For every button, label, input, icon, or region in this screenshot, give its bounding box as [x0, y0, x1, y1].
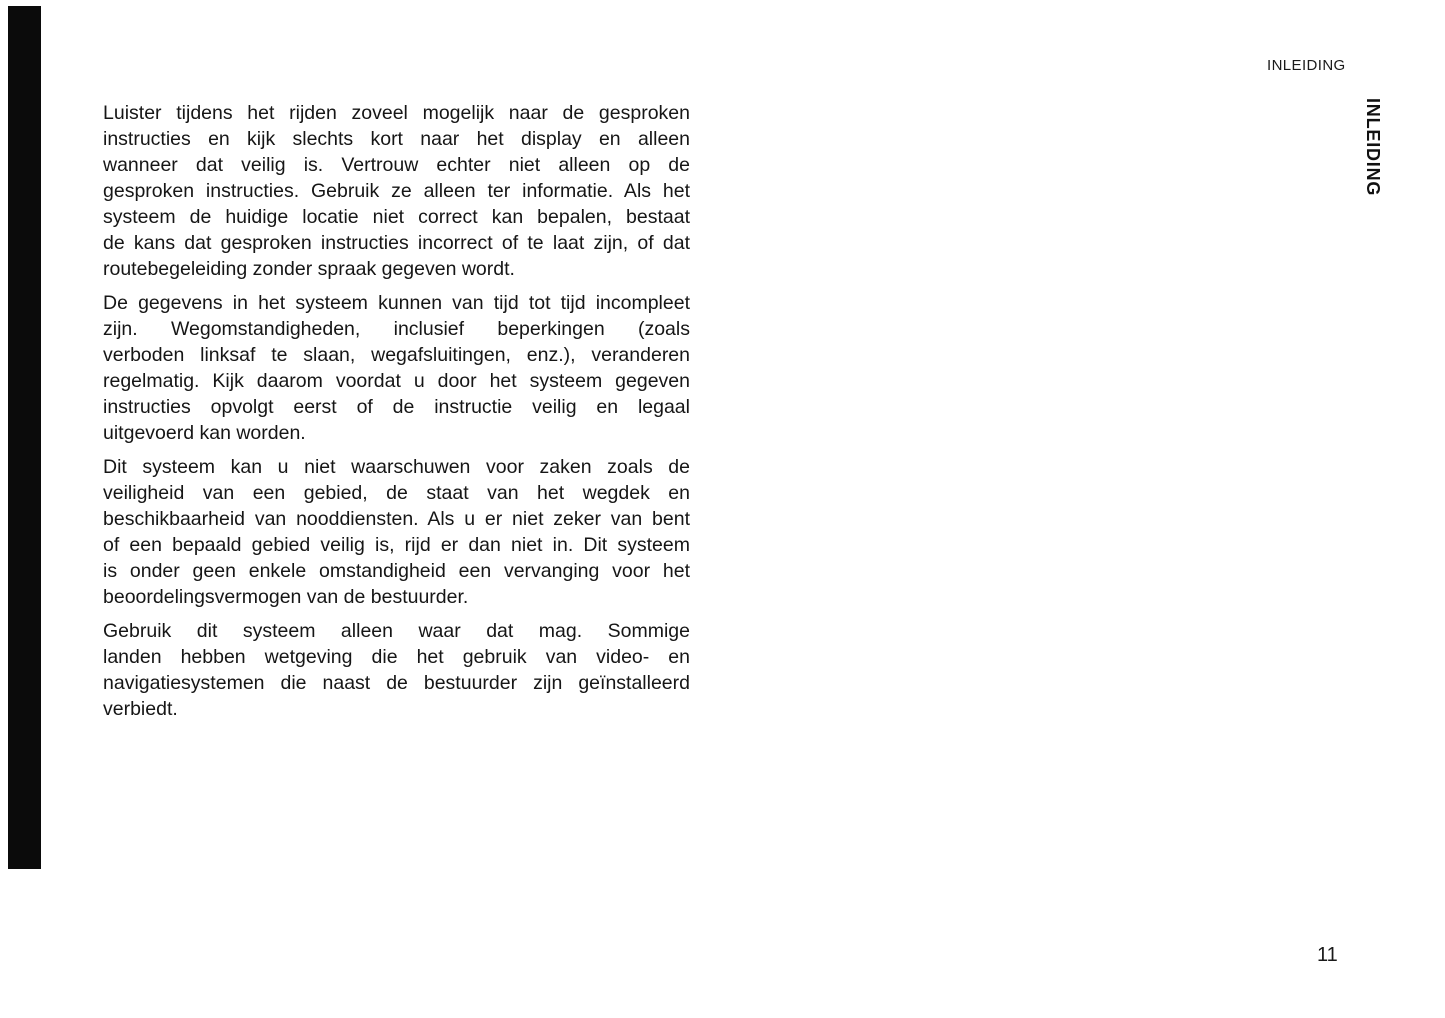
text-line: veiligheid van een gebied, de staat van het wegdek en — [103, 482, 690, 504]
text-line: Gebruik dit systeem alleen waar dat mag. Sommige — [103, 620, 690, 642]
text-line: De gegevens in het systeem kunnen van tijd tot tijd incompleet — [103, 292, 690, 314]
text-line: beschikbaarheid van nooddiensten. Als u er niet zeker van bent — [103, 508, 690, 530]
section-thumb-tab: INLEIDING — [1363, 98, 1383, 197]
text-line: of een bepaald gebied veilig is, rijd er dan niet in. Dit systeem — [103, 534, 690, 556]
text-line: instructies opvolgt eerst of de instructie veilig en legaal — [103, 396, 690, 418]
text-line: instructies en kijk slechts kort naar het display en alleen — [103, 128, 690, 150]
running-header: INLEIDING — [1267, 57, 1346, 74]
text-line: routebegeleiding zonder spraak gegeven wordt. — [103, 258, 515, 280]
text-line: de kans dat gesproken instructies incorrect of te laat zijn, of dat — [103, 232, 690, 254]
text-line: regelmatig. Kijk daarom voordat u door het systeem gegeven — [103, 370, 690, 392]
text-line: gesproken instructies. Gebruik ze alleen ter informatie. Als het — [103, 180, 690, 202]
text-line: systeem de huidige locatie niet correct kan bepalen, bestaat — [103, 206, 690, 228]
paragraph-legal-use — [103, 618, 690, 722]
paragraph-no-safety-warning — [103, 454, 690, 610]
text-line: wanneer dat veilig is. Vertrouw echter niet alleen op de — [103, 154, 690, 176]
page-number: 11 — [1317, 944, 1338, 966]
text-line: verbiedt. — [103, 698, 178, 720]
text-line: verboden linksaf te slaan, wegafsluitingen, enz.), veranderen — [103, 344, 690, 366]
left-edge-bleed-bar — [8, 6, 41, 869]
text-line: zijn. Wegomstandigheden, inclusief beperkingen (zoals — [103, 318, 690, 340]
text-line: beoordelingsvermogen van de bestuurder. — [103, 586, 469, 608]
paragraph-incomplete-data — [103, 290, 690, 446]
body-text-column — [103, 100, 690, 730]
text-line: Dit systeem kan u niet waarschuwen voor zaken zoals de — [103, 456, 690, 478]
paragraph-warning-spoken-instructions — [103, 100, 690, 282]
text-line: landen hebben wetgeving die het gebruik van video- en — [103, 646, 690, 668]
text-line: navigatiesystemen die naast de bestuurder zijn geïnstalleerd — [103, 672, 690, 694]
text-line: Luister tijdens het rijden zoveel mogelijk naar de gesproken — [103, 102, 690, 124]
text-line: is onder geen enkele omstandigheid een vervanging voor het — [103, 560, 690, 582]
text-line: uitgevoerd kan worden. — [103, 422, 306, 444]
